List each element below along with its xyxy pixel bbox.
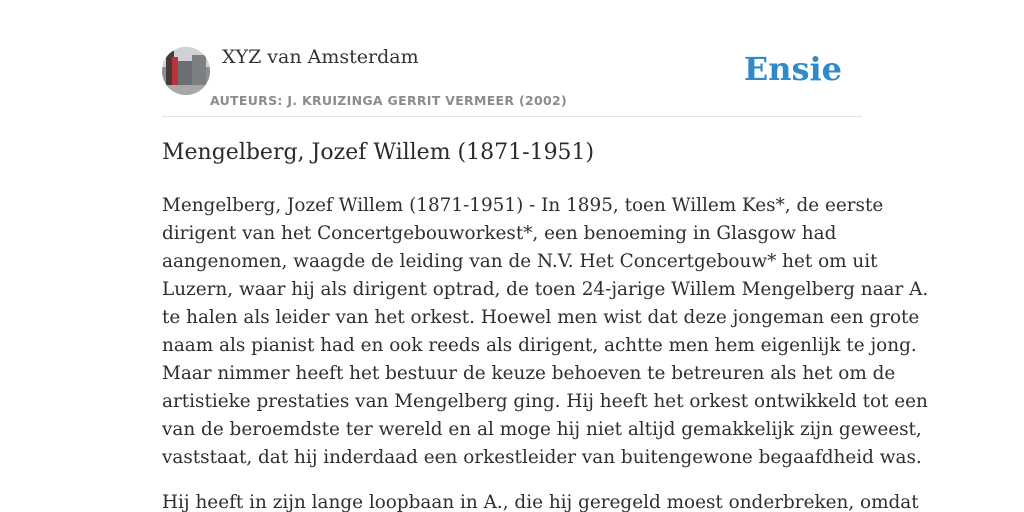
article-paragraph — [162, 489, 919, 512]
paragraph-line: artistieke prestaties van Mengelberg ging. Hij heeft het orkest ontwikkeld tot een — [162, 391, 928, 412]
avatar-photo-street — [162, 85, 210, 95]
paragraph-line: aangenomen, waagde de leiding van de N.V. Het Concertgebouw* het om uit — [162, 251, 878, 272]
paragraph-line: vaststaat, dat hij inderdaad een orkestleider van buitengewone begaafdheid was. — [162, 447, 922, 468]
authors-credit: AUTEURS: J. KRUIZINGA GERRIT VERMEER (2002) — [210, 93, 567, 108]
paragraph-line: Hij heeft in zijn lange loopbaan in A., die hij geregeld moest onderbreken, omdat — [162, 492, 919, 512]
paragraph-line: dirigent van het Concertgebouworkest*, een benoeming in Glasgow had — [162, 223, 837, 244]
source-title-link[interactable]: XYZ van Amsterdam — [222, 46, 419, 68]
paragraph-line: naam als pianist had en ook reeds als dirigent, achtte men hem eigenlijk te jong. — [162, 335, 917, 356]
avatar[interactable] — [162, 47, 210, 95]
page-title: Mengelberg, Jozef Willem (1871-1951) — [162, 140, 595, 165]
ensie-logo[interactable]: Ensie — [743, 50, 842, 88]
site-header — [162, 44, 862, 117]
article-body — [162, 192, 929, 512]
paragraph-line: Mengelberg, Jozef Willem (1871-1951) - In 1895, toen Willem Kes*, de eerste — [162, 195, 884, 216]
avatar-photo-building — [192, 55, 206, 87]
article-paragraph — [162, 192, 929, 472]
paragraph-line: van de beroemdste ter wereld en al moge hij niet altijd gemakkelijk zijn geweest, — [162, 419, 922, 440]
paragraph-line: te halen als leider van het orkest. Hoewel men wist dat deze jongeman een grote — [162, 307, 920, 328]
avatar-photo-building — [178, 61, 192, 87]
paragraph-line: Maar nimmer heeft het bestuur de keuze behoeven te betreuren als het om de — [162, 363, 896, 384]
paragraph-line: Luzern, waar hij als dirigent optrad, de toen 24-jarige Willem Mengelberg naar A. — [162, 279, 929, 300]
